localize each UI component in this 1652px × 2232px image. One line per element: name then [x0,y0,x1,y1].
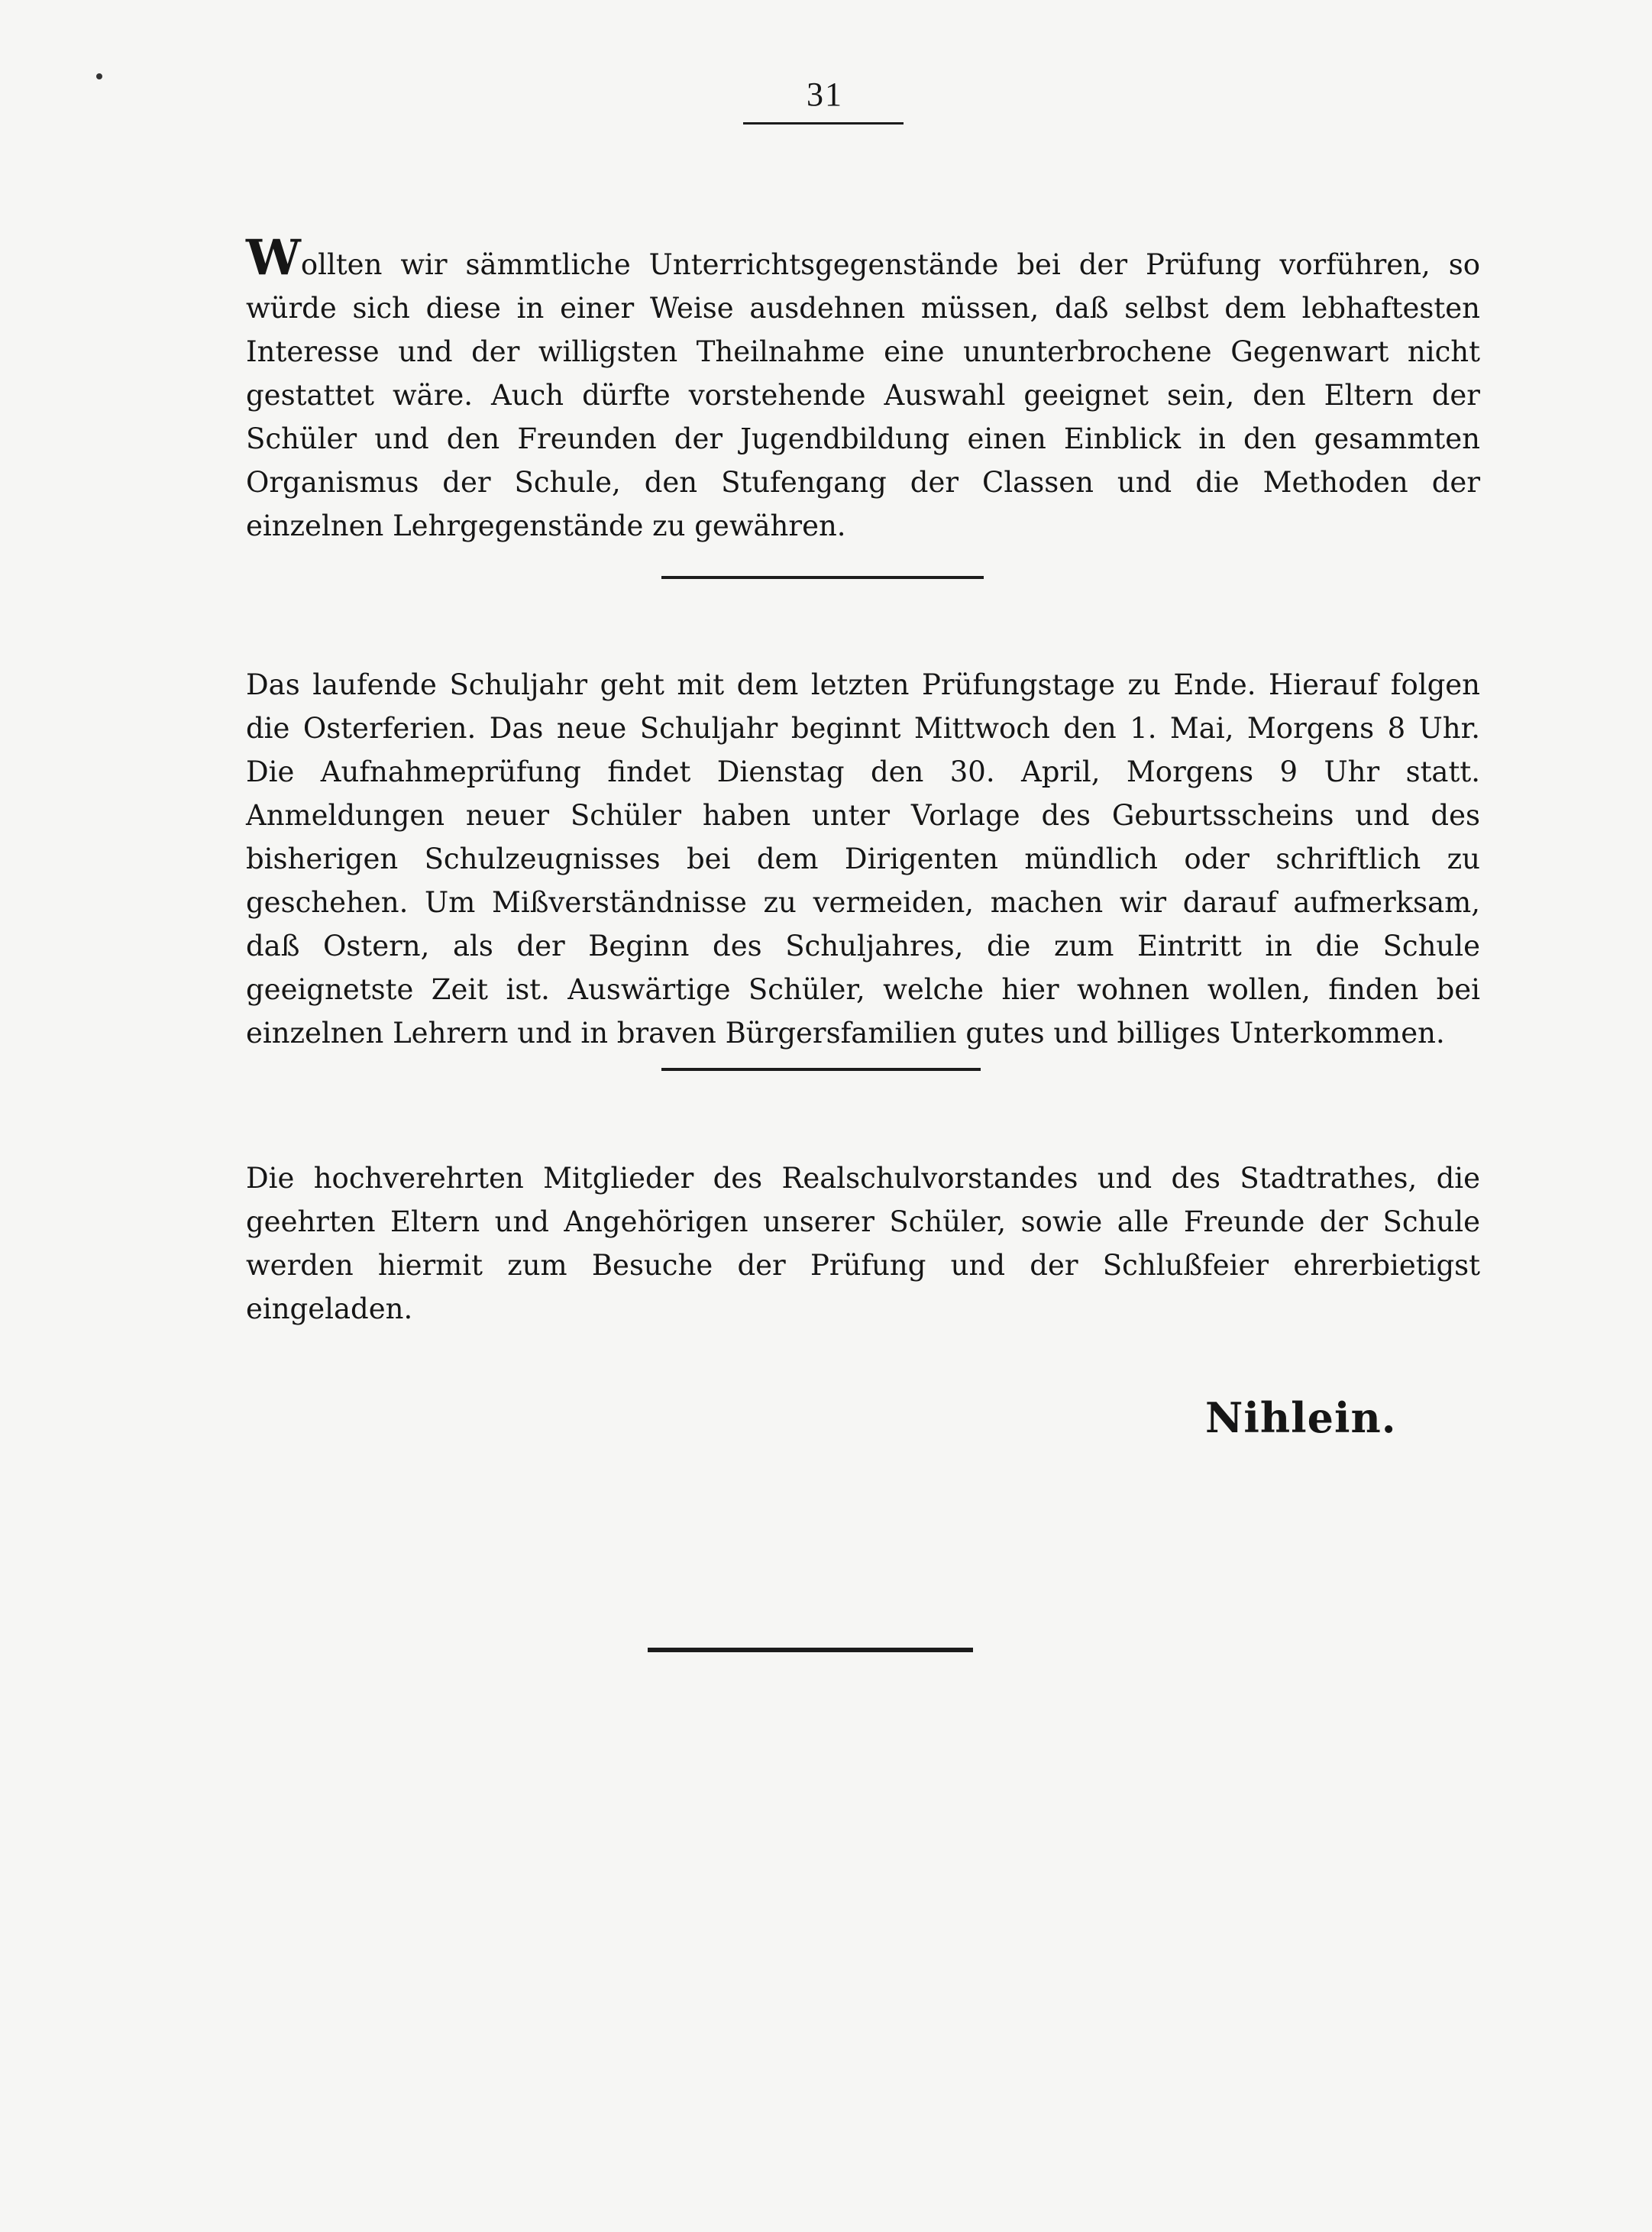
signature: Nihlein. [1205,1393,1397,1442]
paragraph-examination-note [246,229,1480,548]
drop-initial: W [246,229,301,286]
closing-rule [648,1648,973,1652]
page-number-rule [743,122,904,125]
scan-speck [96,73,102,79]
paragraph-invitation: Die hochverehrten Mitglieder des Realschulvorstandes und des Stadtrathes, die geehrten Eltern und Angehörigen unserer Schüler, sowie alle Freunde der Schule werden hiermit zum Besuche der Prüfung und der Schlußfeier ehrerbietigst eingeladen. [246,1162,1480,1325]
paragraph-school-year: Das laufende Schuljahr geht mit dem letzten Prüfungstage zu Ende. Hierauf folgen die Osterferien. Das neue Schuljahr beginnt Mittwoch den 1. Mai, Morgens 8 Uhr. Die Aufnahmeprüfung findet Dienstag den 30. April, Morgens 9 Uhr statt. Anmeldungen neuer Schüler haben unter Vorlage des Geburtsscheins und des bisherigen Schulzeugnisses bei dem Dirigenten mündlich oder schriftlich zu geschehen. Um Mißverständnisse zu vermeiden, machen wir darauf aufmerksam, daß Ostern, als der Beginn des Schuljahres, die zum Eintritt in die Schule geeignetste Zeit ist. Auswärtige Schüler, welche hier wohnen wollen, finden bei einzelnen Lehrern und in braven Bürgersfamilien gutes und billiges Unterkommen. [246,668,1480,1050]
section-divider [661,1068,981,1071]
section-divider [661,576,984,579]
paragraph-1-text: ollten wir sämmtliche Unterrichtsgegenstände bei der Prüfung vorführen, so würde sich diese in einer Weise ausdehnen müssen, daß selbst dem lebhaftesten Interesse und der willigsten Theilnahme eine ununterbrochene Gegenwart nicht gestattet wäre. Auch dürfte vorstehende Auswahl geeignet sein, den Eltern der Schüler und den Freunden der Jugendbildung einen Einblick in den gesammten Organismus der Schule, den Stufengang der Classen und die Methoden der einzelnen Lehrgegenstände zu gewähren. [246,248,1480,542]
page-number: 31 [807,76,843,113]
